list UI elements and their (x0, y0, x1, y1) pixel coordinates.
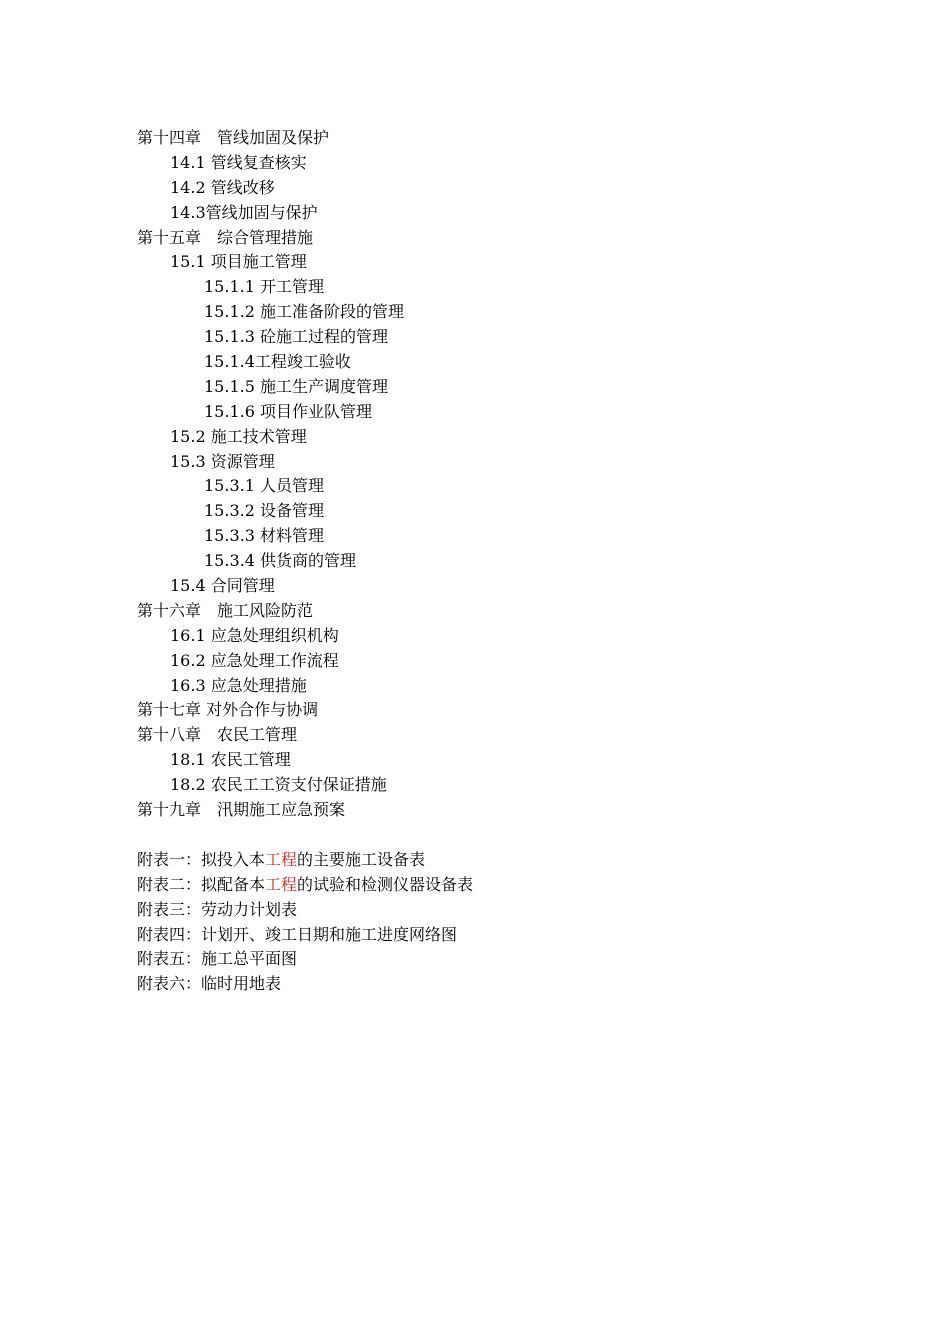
appendix-2 (137, 873, 837, 898)
appendix-1 (137, 848, 837, 873)
appendix-1-suffix: 的主要施工设备表 (297, 849, 426, 869)
spacer (137, 823, 837, 848)
toc-section-14-3: 14.3管线加固与保护 (170, 202, 318, 222)
toc-section-16-1: 16.1 应急处理组织机构 (170, 625, 339, 645)
toc-chapter-16: 第十六章 施工风险防范 (137, 600, 314, 620)
toc-section-14-2: 14.2 管线改移 (170, 177, 275, 197)
toc-subsection-15-1-2: 15.1.2 施工准备阶段的管理 (204, 302, 404, 322)
appendix-2-suffix: 的试验和检测仪器设备表 (297, 874, 474, 894)
toc-subsection-15-3-1: 15.3.1 人员管理 (204, 476, 324, 496)
toc-chapter-18: 第十八章 农民工管理 (137, 725, 298, 745)
toc-subsection-15-1-3: 15.1.3 砼施工过程的管理 (204, 327, 388, 347)
appendix-1-prefix: 附表一：拟投入本 (137, 849, 266, 869)
toc-subsection-15-3-2: 15.3.2 设备管理 (204, 501, 324, 521)
toc-subsection-15-1-6: 15.1.6 项目作业队管理 (204, 401, 372, 421)
toc-section-15-2: 15.2 施工技术管理 (170, 426, 307, 446)
appendix-3: 附表三：劳动力计划表 (137, 899, 298, 919)
toc-section-18-1: 18.1 农民工管理 (170, 750, 291, 770)
toc-section-15-1: 15.1 项目施工管理 (170, 252, 307, 272)
toc-subsection-15-1-1: 15.1.1 开工管理 (204, 277, 324, 297)
appendix-2-prefix: 附表二：拟配备本 (137, 874, 266, 894)
toc-chapter-14: 第十四章 管线加固及保护 (137, 128, 330, 147)
toc-subsection-15-3-3: 15.3.3 材料管理 (204, 526, 324, 546)
appendix-6: 附表六：临时用地表 (137, 974, 282, 994)
toc-section-16-2: 16.2 应急处理工作流程 (170, 650, 339, 670)
toc-section-15-4: 15.4 合同管理 (170, 576, 275, 596)
toc-chapter-19: 第十九章 汛期施工应急预案 (137, 800, 346, 820)
toc-section-18-2: 18.2 农民工工资支付保证措施 (170, 775, 387, 795)
appendix-2-highlight: 工程 (265, 874, 298, 894)
toc-section-16-3: 16.3 应急处理措施 (170, 675, 307, 695)
toc-chapter-15: 第十五章 综合管理措施 (137, 227, 314, 247)
toc-subsection-15-3-4: 15.3.4 供货商的管理 (204, 551, 356, 571)
toc-section-15-3: 15.3 资源管理 (170, 451, 275, 471)
toc-chapter-17: 第十七章 对外合作与协调 (137, 700, 319, 720)
appendix-1-highlight: 工程 (265, 849, 298, 869)
toc-subsection-15-1-5: 15.1.5 施工生产调度管理 (204, 376, 388, 396)
toc-subsection-15-1-4: 15.1.4工程竣工验收 (204, 352, 351, 372)
appendix-4: 附表四：计划开、竣工日期和施工进度网络图 (137, 924, 458, 944)
appendix-5: 附表五：施工总平面图 (137, 949, 298, 969)
table-of-contents (137, 126, 837, 997)
toc-section-14-1: 14.1 管线复查核实 (170, 152, 307, 172)
